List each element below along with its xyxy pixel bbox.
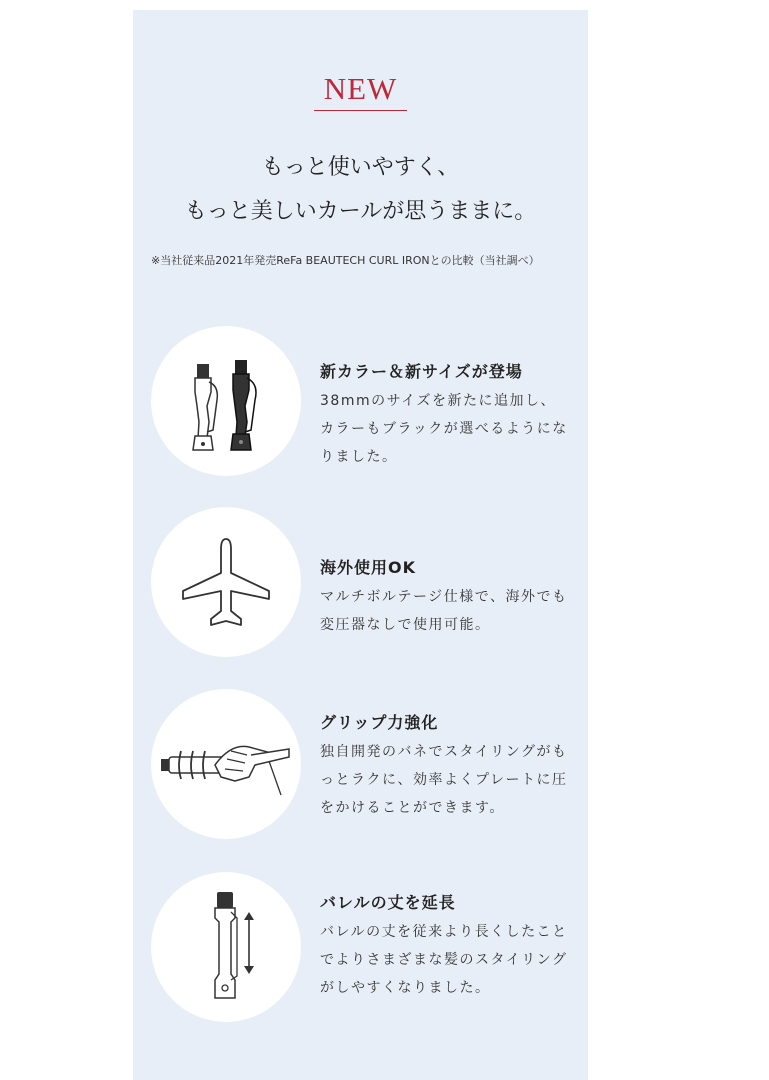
barrel-length-icon [151,872,301,1022]
feature-title: バレルの丈を延長 [320,893,456,912]
feature-icon-circle [151,507,301,657]
feature-title: 海外使用OK [320,558,417,577]
comparison-note: ※当社従来品2021年発売ReFa BEAUTECH CURL IRONとの比較（当社調べ） [151,254,540,267]
feature-description: バレルの丈を従来より長くしたことでよりさまざまな髪のスタイリングがしやすくなりました。 [320,924,568,996]
curl-irons-icon [151,326,301,476]
new-badge: NEW [314,72,408,111]
feature-icon-circle [151,872,301,1022]
feature-panel [133,10,588,1080]
headline-line-2: もっと美しいカールが思うままに。 [184,199,537,224]
airplane-icon [151,507,301,657]
feature-description: 独自開発のバネでスタイリングがもっとラクに、効率よくプレートに圧をかけることができます。 [320,744,568,816]
feature-description: 38mmのサイズを新たに追加し、カラーもブラックが選べるようになりました。 [320,393,568,465]
new-badge-wrap [133,72,588,111]
feature-title: 新カラー＆新サイズが登場 [320,362,523,381]
feature-icon-circle [151,326,301,476]
headline-line-1: もっと使いやすく、 [261,155,460,180]
feature-title: グリップ力強化 [320,713,439,732]
headline [133,146,588,234]
feature-icon-circle [151,689,301,839]
feature-description: マルチボルテージ仕様で、海外でも変圧器なしで使用可能。 [320,589,568,633]
hand-grip-icon [151,689,301,839]
